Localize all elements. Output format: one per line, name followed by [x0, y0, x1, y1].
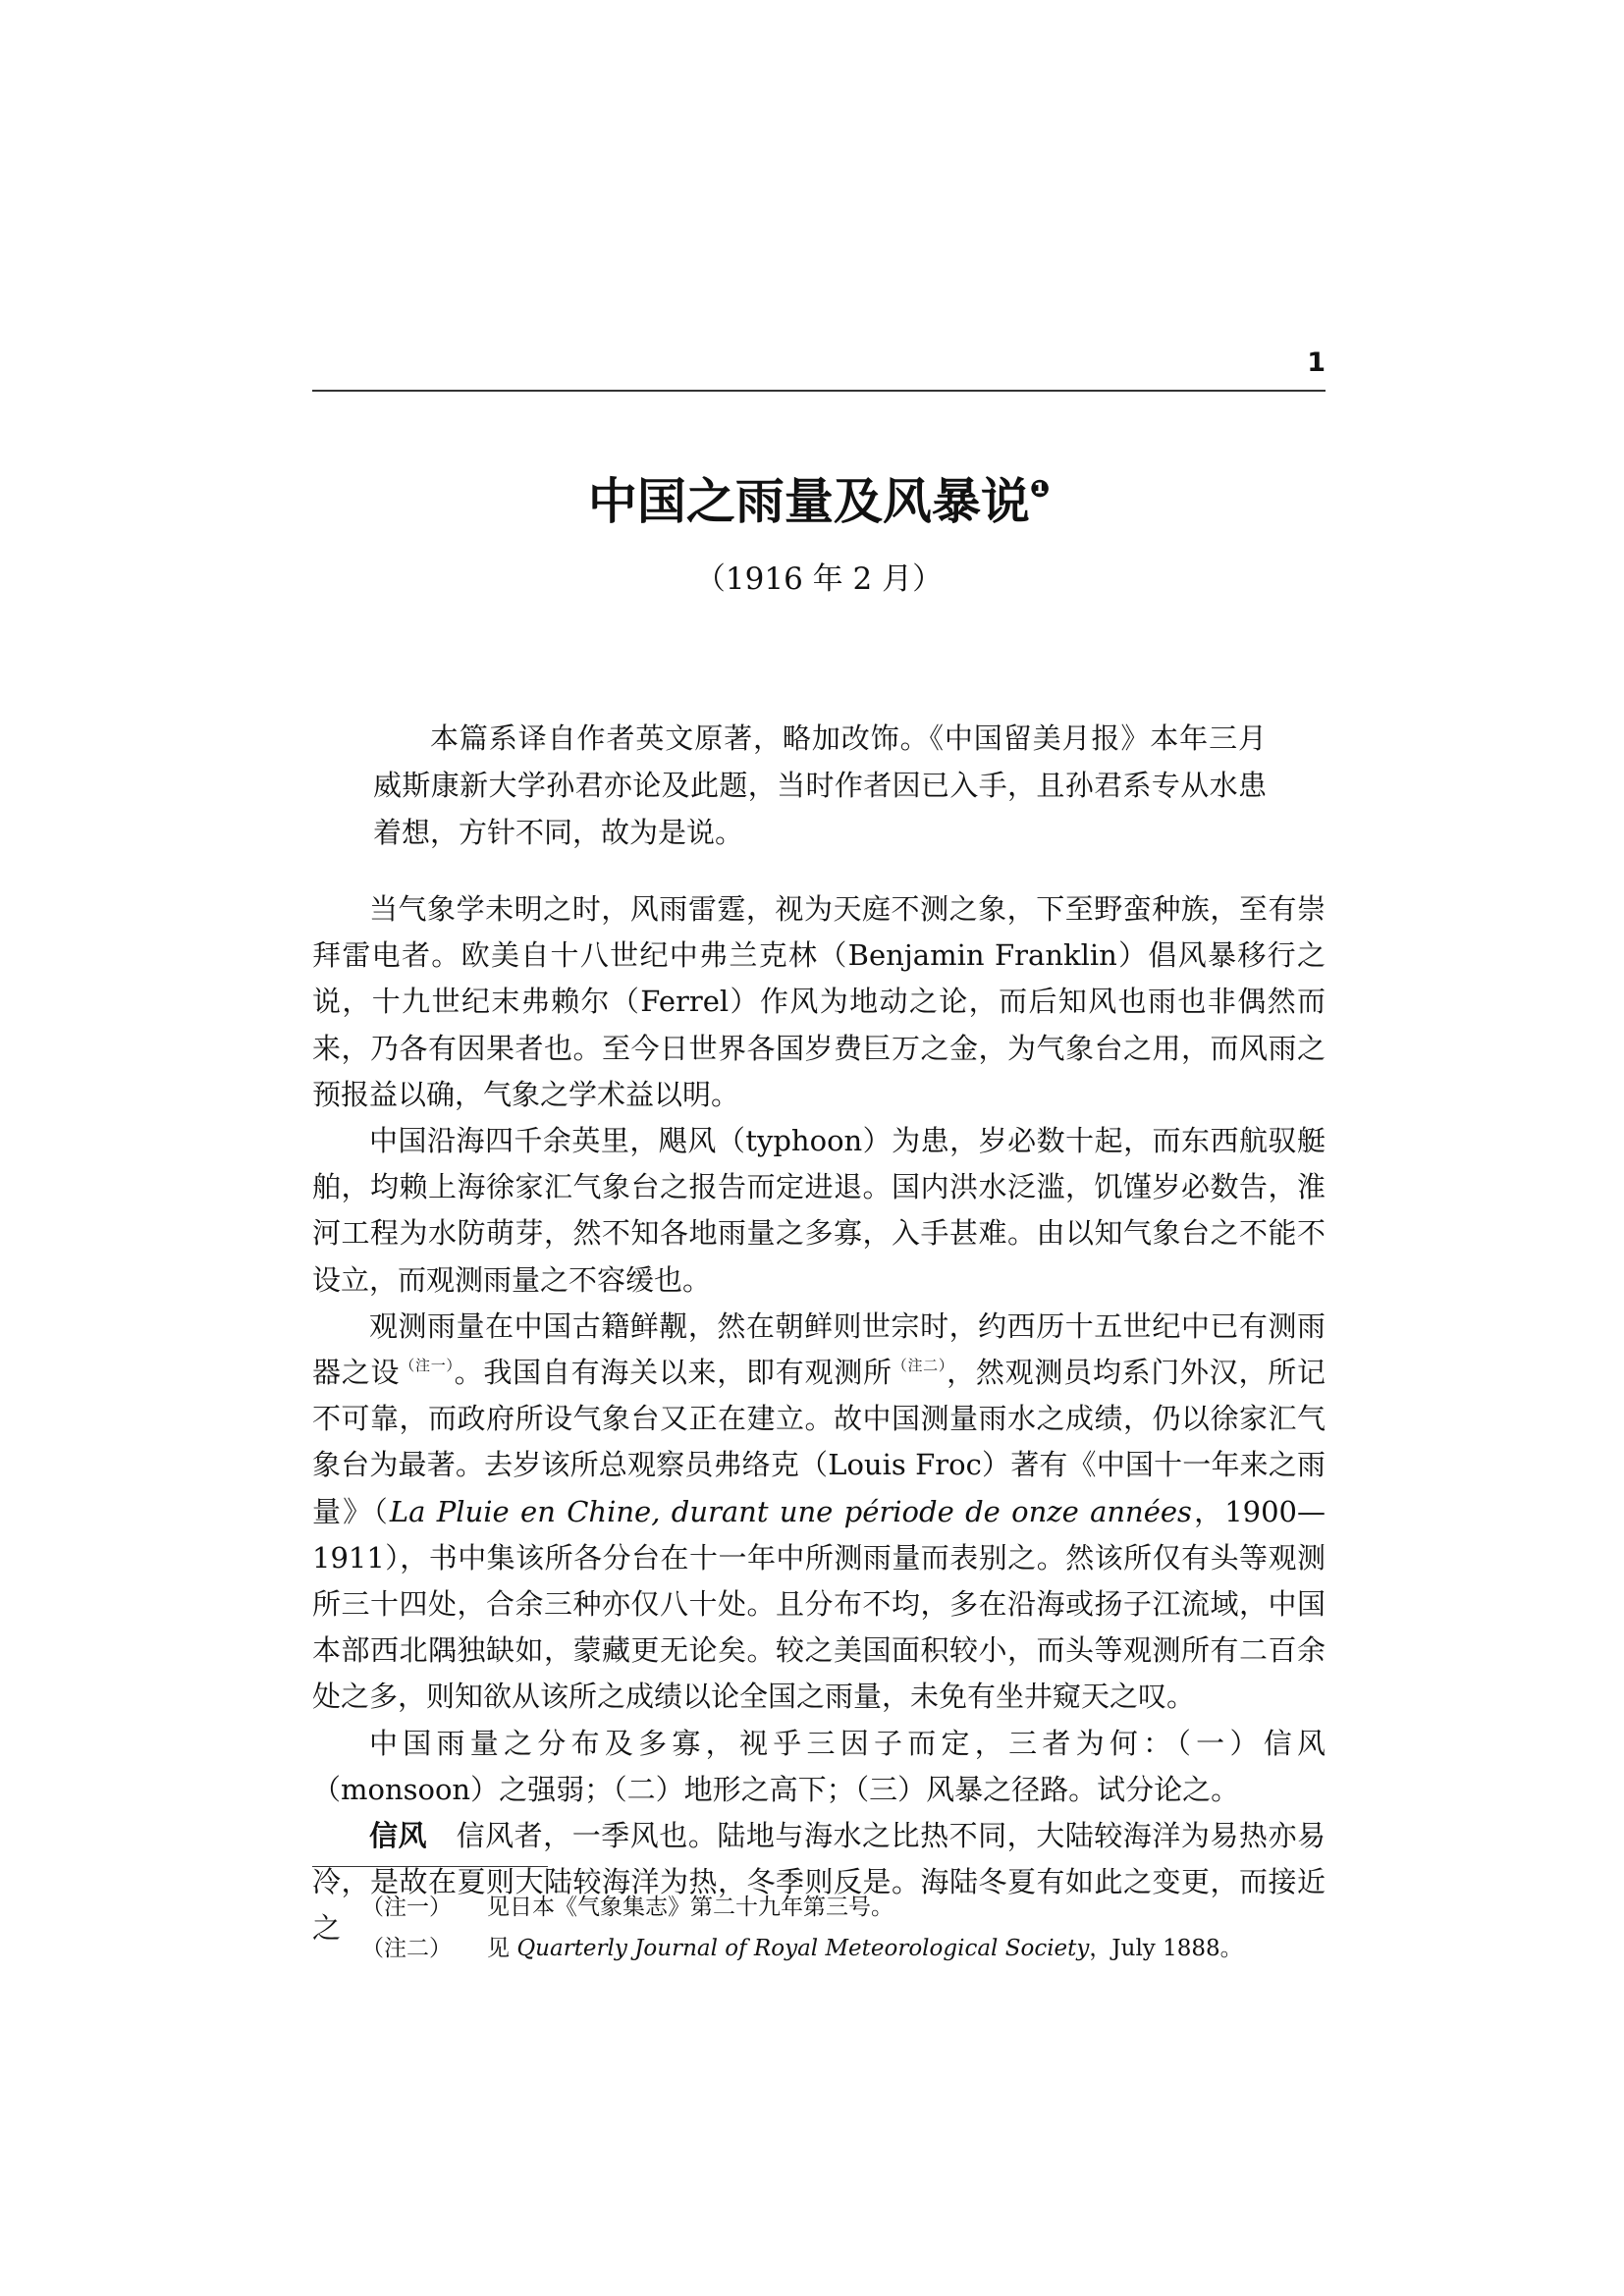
footnote-text: 见日本《气象集志》第二十九年第三号。	[487, 1895, 893, 1920]
footnote-label: （注一）	[361, 1895, 452, 1920]
note-ref-2: （注二）	[892, 1357, 947, 1375]
article-abstract: 本篇系译自作者英文原著，略加改饰。《中国留美月报》本年三月威斯康新大学孙君亦论及此题，当时作者因已入手，且孙君系专从水患着想，方针不同，故为是说。	[373, 721, 1267, 849]
header-rule	[312, 390, 1326, 392]
body-paragraph-3	[312, 1304, 1326, 1721]
footnote-text-post: ，July 1888。	[1089, 1936, 1243, 1961]
body-paragraph-1: 当气象学未明之时，风雨雷霆，视为天庭不测之象，下至野蛮种族，至有崇拜雷电者。欧美自十八世纪中弗兰克林（Benjamin Franklin）倡风暴移行之说，十九世纪末弗赖尔（Ferrel）作风为地动之论，而后知风也雨也非偶然而来，乃各有因果者也。至今日世界各国岁费巨万之金，为气象台之用，而风雨之预报益以确，气象之学术益以明。	[312, 892, 1326, 1111]
article-date: （1916 年 2 月）	[694, 561, 944, 597]
p3-text-a: 观测雨量在中国古籍鲜觏，然在朝鲜则世宗时，约西历十五世纪中已有测雨器之设	[312, 1308, 1326, 1390]
article-body	[312, 886, 1326, 1952]
title-note-mark: ❶	[1029, 475, 1051, 503]
footnotes	[361, 1887, 1326, 1969]
footnote-2	[361, 1928, 1326, 1969]
page-title	[312, 469, 1326, 534]
footnote-text-pre: 见	[487, 1936, 517, 1961]
section-heading-monsoon: 信风	[369, 1819, 428, 1853]
body-paragraph-4: 中国雨量之分布及多寡，视乎三因子而定，三者为何：（一）信风（monsoon）之强弱；（二）地形之高下；（三）风暴之径路。试分论之。	[312, 1726, 1326, 1806]
p3-text-b: 。我国自有海关以来，即有观测所	[454, 1356, 893, 1390]
book-title-french: La Pluie en Chine, durant une période de onze années	[389, 1494, 1192, 1528]
body-paragraph-2: 中国沿海四千余英里，飓风（typhoon）为患，岁必数十起，而东西航驭艇舶，均赖上海徐家汇气象台之报告而定进退。国内洪水泛滥，饥馑岁必数告，淮河工程为水防萌芽，然不知各地雨量之多寡，入手甚难。由以知气象台之不能不设立，而观测雨量之不容缓也。	[312, 1124, 1326, 1297]
p5-text: 信风者，一季风也。陆地与海水之比热不同，大陆较海洋为易热亦易冷，是故在夏则大陆较海洋为热，冬季则反是。海陆冬夏有如此之变更，而接近之	[312, 1819, 1326, 1946]
p3-text-d: ，1900—1911），书中集该所各分台在十一年中所测雨量而表别之。然该所仅有头等观测所三十四处，合余三种亦仅八十处。且分布不均，多在沿海或扬子江流域，中国本部西北隅独缺如，蒙藏更无论矣。较之美国面积较小，而头等观测所有二百余处之多，则知欲从该所之成绩以论全国之雨量，未免有坐井窥天之叹。	[312, 1494, 1326, 1714]
p3-text-c: ，然观测员均系门外汉，所记不可靠，而政府所设气象台又正在建立。故中国测量雨水之成绩，仍以徐家汇气象台为最著。去岁该所总观察员弗络克（Louis Froc）著有《中国十一年来之雨量》（	[312, 1356, 1326, 1528]
journal-title: Quarterly Journal of Royal Meteorological Society	[516, 1936, 1090, 1961]
footnote-label: （注二）	[361, 1936, 452, 1961]
title-text: 中国之雨量及风暴说	[587, 473, 1030, 530]
note-ref-1: （注一）	[400, 1357, 455, 1375]
footnote-1	[361, 1887, 1326, 1928]
footnote-rule	[312, 1866, 548, 1867]
page-number: 1	[1307, 347, 1326, 378]
